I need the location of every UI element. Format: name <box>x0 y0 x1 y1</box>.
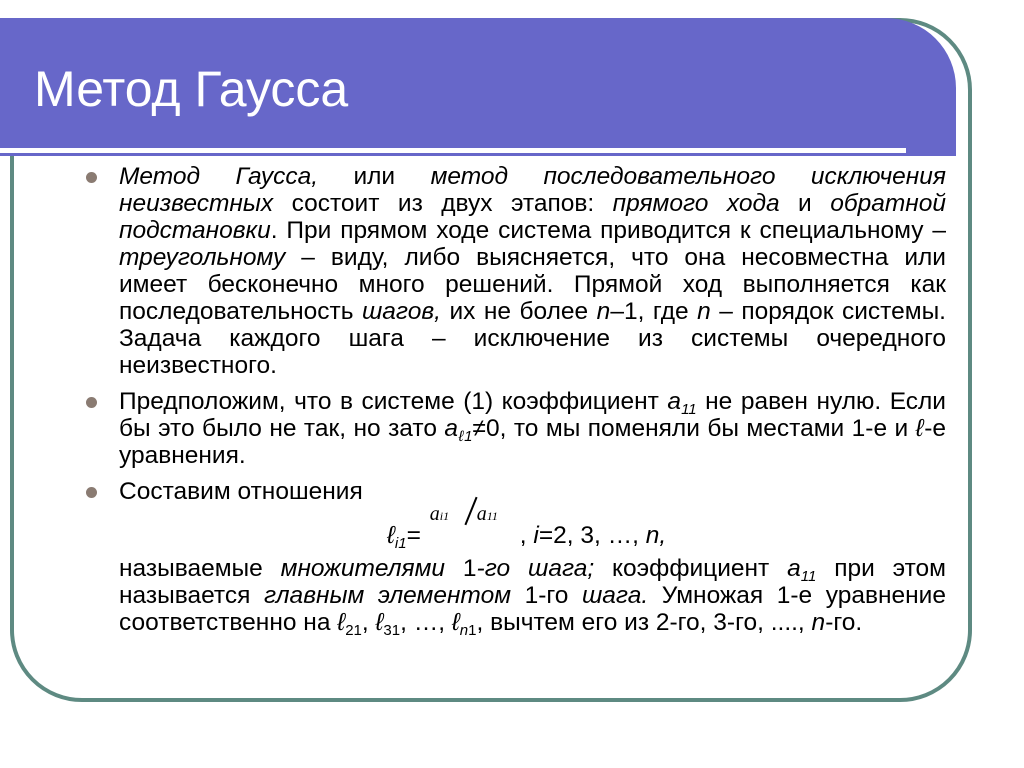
fraction: ai1 a11 <box>428 515 520 543</box>
bullet-dot-icon <box>86 397 97 408</box>
bullet-text-2: Предположим, что в системе (1) коэффициент $a_{11}$ не равен нулю. Если бы это было не так, но зато $a_{\ell 1}\ne 0$, то мы поменяли бы местами 1-е и ℓ-е уравнения. <box>119 388 947 469</box>
slide-content <box>86 163 946 645</box>
title-underline <box>0 148 906 153</box>
bullet-item-1 <box>86 163 946 379</box>
bullet-dot-icon <box>86 487 97 498</box>
bullet-dot-icon <box>86 172 97 183</box>
multiplier-formula: ℓ$_{i1}$= ai1 a11 , i=2, 3, …, n, <box>119 507 946 551</box>
bullet-text-1: Метод Гаусса, или метод последовательного исключения неизвестных состоит из двух этапов: прямого хода и обратной подстановки. При прямом ходе система приводится к специальному – треугольному – виду, либо выясняется, что она несовместна или имеет бесконечно много решений. Прямой ход выполняется как последовательность шагов, их не более n–1, где n – порядок системы. Задача каждого шага – исключение из системы очередного неизвестного. <box>119 163 946 379</box>
bullet-text-3: Составим отношения <box>119 478 363 505</box>
bullet-item-2 <box>86 388 946 469</box>
title-bar <box>0 18 956 156</box>
bullet-text-3-continuation: называемые множителями 1-го шага; коэффициент $a_{11}$ при этом называется главным элементом 1-го шага. Умножая 1-е уравнение соответственно на ℓ$_{21}$, ℓ$_{31}$, …, ℓ$_{n1}$, вычтем его из 2-го, 3-го, ...., n-го. <box>119 555 946 639</box>
slide-title: Метод Гаусса <box>34 61 349 117</box>
bullet-item-3 <box>86 478 946 639</box>
